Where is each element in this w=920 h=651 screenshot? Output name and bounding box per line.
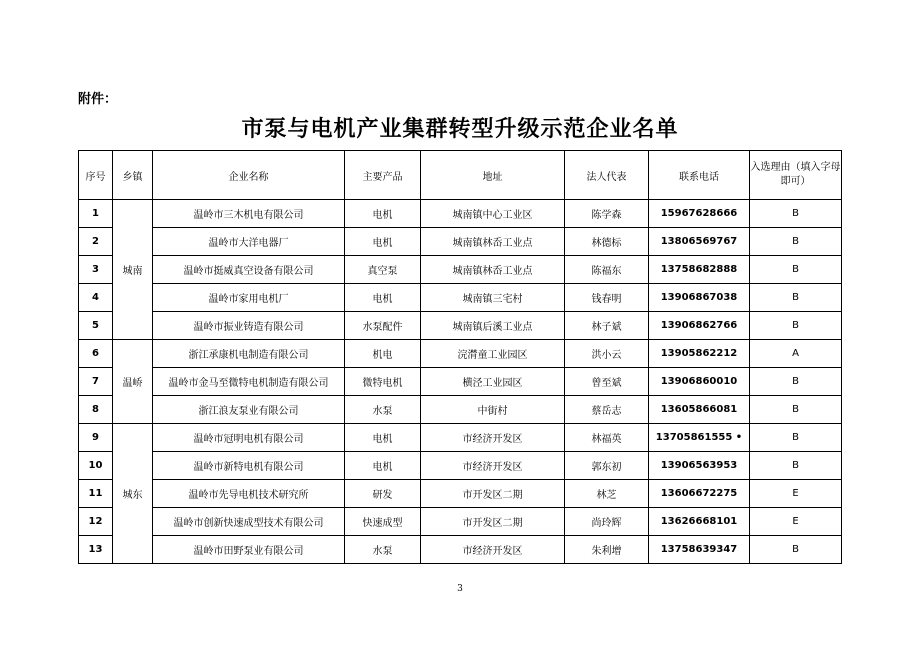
company-name: 温岭市冠明电机有限公司 — [153, 424, 345, 452]
company-name: 温岭市家用电机厂 — [153, 284, 345, 312]
town-cell: 城东 — [113, 424, 153, 564]
page-number: 3 — [457, 584, 463, 594]
selection-reason: E — [750, 480, 842, 508]
table-row — [79, 228, 842, 256]
phone-number: 13906563953 — [649, 452, 750, 480]
row-number: 3 — [79, 256, 113, 284]
address: 中街村 — [421, 396, 565, 424]
phone-number: 13806569767 — [649, 228, 750, 256]
table-row — [79, 368, 842, 396]
table-row — [79, 536, 842, 564]
row-number: 1 — [79, 200, 113, 228]
row-number: 11 — [79, 480, 113, 508]
main-product: 电机 — [345, 200, 421, 228]
address: 城南镇中心工业区 — [421, 200, 565, 228]
row-number: 5 — [79, 312, 113, 340]
row-number: 10 — [79, 452, 113, 480]
company-name: 温岭市田野泵业有限公司 — [153, 536, 345, 564]
table-row — [79, 452, 842, 480]
header-reason: 入选理由（填入字母即可） — [750, 151, 842, 200]
selection-reason: B — [750, 424, 842, 452]
legal-representative: 林德标 — [565, 228, 649, 256]
row-number: 13 — [79, 536, 113, 564]
selection-reason: B — [750, 368, 842, 396]
phone-number: 13905862212 — [649, 340, 750, 368]
phone-number: 15967628666 — [649, 200, 750, 228]
legal-representative: 林芝 — [565, 480, 649, 508]
address: 浣潸童工业园区 — [421, 340, 565, 368]
company-name: 温岭市大洋电器厂 — [153, 228, 345, 256]
selection-reason: B — [750, 396, 842, 424]
legal-representative: 陈福东 — [565, 256, 649, 284]
table-row — [79, 396, 842, 424]
legal-representative: 陈学森 — [565, 200, 649, 228]
address: 横泾工业园区 — [421, 368, 565, 396]
phone-number: 13906860010 — [649, 368, 750, 396]
selection-reason: B — [750, 256, 842, 284]
town-cell: 温峤 — [113, 340, 153, 424]
page-title: 市泵与电机产业集群转型升级示范企业名单 — [241, 117, 679, 142]
enterprise-table — [78, 150, 842, 564]
row-number: 8 — [79, 396, 113, 424]
row-number: 4 — [79, 284, 113, 312]
header-phone: 联系电话 — [649, 151, 750, 200]
main-product: 水泵 — [345, 396, 421, 424]
selection-reason: B — [750, 228, 842, 256]
table-row — [79, 200, 842, 228]
main-product: 电机 — [345, 284, 421, 312]
phone-number: 13606672275 — [649, 480, 750, 508]
company-name: 温岭市先导电机技术研究所 — [153, 480, 345, 508]
company-name: 浙江承康机电制造有限公司 — [153, 340, 345, 368]
legal-representative: 朱利增 — [565, 536, 649, 564]
row-number: 6 — [79, 340, 113, 368]
selection-reason: B — [750, 312, 842, 340]
company-name: 温岭市创新快速成型技术有限公司 — [153, 508, 345, 536]
table-row — [79, 508, 842, 536]
main-product: 电机 — [345, 452, 421, 480]
address: 城南镇三宅村 — [421, 284, 565, 312]
main-product: 水泵 — [345, 536, 421, 564]
selection-reason: E — [750, 508, 842, 536]
address: 市经济开发区 — [421, 452, 565, 480]
company-name: 温岭市挺威真空设备有限公司 — [153, 256, 345, 284]
main-product: 真空泵 — [345, 256, 421, 284]
row-number: 7 — [79, 368, 113, 396]
legal-representative: 林子斌 — [565, 312, 649, 340]
company-name: 温岭市金马至微特电机制造有限公司 — [153, 368, 345, 396]
attachment-label: 附件： — [78, 92, 118, 107]
phone-number: 13605866081 — [649, 396, 750, 424]
main-product: 电机 — [345, 228, 421, 256]
main-product: 水泵配件 — [345, 312, 421, 340]
phone-number: 13626668101 — [649, 508, 750, 536]
selection-reason: A — [750, 340, 842, 368]
table-row — [79, 312, 842, 340]
address: 市开发区二期 — [421, 480, 565, 508]
legal-representative: 蔡岳志 — [565, 396, 649, 424]
header-address: 地址 — [421, 151, 565, 200]
address: 城南镇林岙工业点 — [421, 228, 565, 256]
selection-reason: B — [750, 284, 842, 312]
phone-number: 13705861555 • — [649, 424, 750, 452]
legal-representative: 林福英 — [565, 424, 649, 452]
town-cell: 城南 — [113, 200, 153, 340]
phone-number: 13758682888 — [649, 256, 750, 284]
legal-representative: 钱春明 — [565, 284, 649, 312]
phone-number: 13906862766 — [649, 312, 750, 340]
company-name: 温岭市三木机电有限公司 — [153, 200, 345, 228]
address: 市开发区二期 — [421, 508, 565, 536]
company-name: 温岭市振业铸造有限公司 — [153, 312, 345, 340]
header-town: 乡镇 — [113, 151, 153, 200]
header-no: 序号 — [79, 151, 113, 200]
row-number: 12 — [79, 508, 113, 536]
table-row — [79, 256, 842, 284]
legal-representative: 郭东初 — [565, 452, 649, 480]
selection-reason: B — [750, 200, 842, 228]
table-header-row — [79, 151, 842, 200]
row-number: 9 — [79, 424, 113, 452]
table-row — [79, 340, 842, 368]
legal-representative: 曾至斌 — [565, 368, 649, 396]
header-product: 主要产品 — [345, 151, 421, 200]
header-legal-rep: 法人代表 — [565, 151, 649, 200]
main-product: 微特电机 — [345, 368, 421, 396]
address: 市经济开发区 — [421, 536, 565, 564]
main-product: 电机 — [345, 424, 421, 452]
legal-representative: 洪小云 — [565, 340, 649, 368]
row-number: 2 — [79, 228, 113, 256]
address: 城南镇林岙工业点 — [421, 256, 565, 284]
selection-reason: B — [750, 536, 842, 564]
legal-representative: 尚玲辉 — [565, 508, 649, 536]
selection-reason: B — [750, 452, 842, 480]
table-row — [79, 284, 842, 312]
header-company: 企业名称 — [153, 151, 345, 200]
company-name: 浙江浪友泵业有限公司 — [153, 396, 345, 424]
phone-number: 13758639347 — [649, 536, 750, 564]
table-row — [79, 480, 842, 508]
phone-number: 13906867038 — [649, 284, 750, 312]
table-row — [79, 424, 842, 452]
main-product: 机电 — [345, 340, 421, 368]
company-name: 温岭市新特电机有限公司 — [153, 452, 345, 480]
address: 市经济开发区 — [421, 424, 565, 452]
main-product: 研发 — [345, 480, 421, 508]
address: 城南镇后溪工业点 — [421, 312, 565, 340]
main-product: 快速成型 — [345, 508, 421, 536]
